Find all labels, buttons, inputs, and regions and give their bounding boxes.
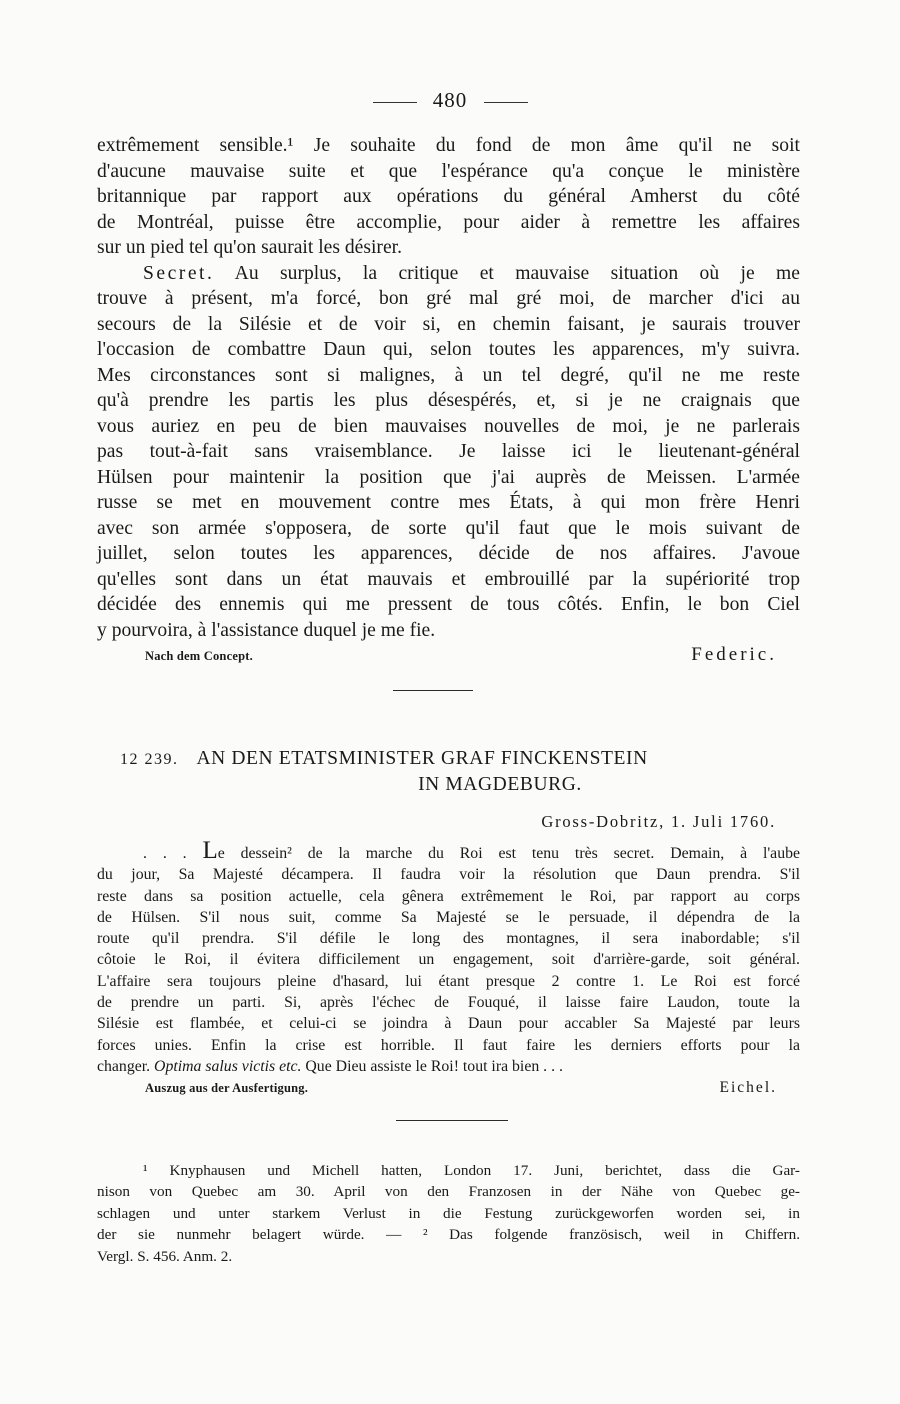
letter-2-closing [145,1077,777,1098]
footnote-line: Vergl. S. 456. Anm. 2. [97,1247,233,1265]
text-line-paragraph-start [97,837,800,864]
header-dash-right [484,102,528,103]
secret-label: Secret. [143,262,215,284]
letter-1-body [97,133,800,643]
text-line: de prendre un parti. Si, après l'échec de Fouqué, il laisse faire Laudon, toute la [97,994,800,1012]
text-fragment: Au surplus, la critique et mauvaise situation où je me [214,262,800,284]
text-line: avec son armée s'opposera, de sorte qu'il faut que le mois suivant de [97,517,800,539]
page-header [0,88,900,113]
text-line: route qu'il prendra. S'il défile le long des montagnes, il sera inabordable; s'il [97,930,800,948]
text-fragment: Que Dieu assiste le Roi! tout ira bien . . . [301,1057,563,1075]
footnote-line: schlagen und unter starkem Verlust in die Festung zurückgeworfen worden sei, in [97,1204,800,1222]
text-line: pas tout-à-fait sans vraisemblance. Je laisse ici le lieutenant-général [97,441,800,462]
text-line: Silésie est flambée, et celui-ci se joindra à Daun pour accabler Sa Majesté par leurs [97,1015,800,1033]
text-fragment: e dessein² de la marche du Roi est tenu très secret. Demain, à l'aube [217,845,800,862]
text-line: décidée des ennemis qui me pressent de tous côtés. Enfin, le bon Ciel [97,594,800,615]
initial-letter: L [202,837,218,864]
ellipsis: . . . [143,845,203,862]
header-dash-left [373,102,417,103]
dateline: Gross-Dobritz, 1. Juli 1760. [541,812,776,831]
letter-1-closing [145,644,777,666]
text-line: d'aucune mauvaise suite et que l'espérance qu'a conçue le ministère [97,160,800,182]
text-line: qu'à prendre les partis les plus désespérés, et, si je ne craignais que [97,390,800,411]
text-line: Hülsen pour maintenir la position que j'ai auprès de Meissen. L'armée [97,466,800,488]
text-line: britannique par rapport aux opérations du général Amherst du côté [97,186,800,207]
text-fragment: changer. [97,1057,155,1075]
text-line: de Hülsen. S'il nous suit, comme Sa Majesté se le persuade, il dépendra de la [97,908,800,926]
section-divider [393,690,473,691]
signature: Federic. [691,644,777,665]
footnote-line: der sie nunmehr belagert würde. — ² Das folgende französisch, weil in Chiffern. [97,1226,800,1244]
text-line: vous auriez en peu de bien mauvaises nouvelles de moi, je ne parlerais [97,415,800,437]
source-note: Auszug aus der Ausfertigung. [145,1081,309,1095]
document-number: 12 239. [120,751,179,768]
text-line: juillet, selon toutes les apparences, décide de nos affaires. J'avoue [97,543,800,564]
signature: Eichel. [719,1079,777,1096]
text-line: y pourvoira, à l'assistance duquel je me fie. [97,619,436,641]
text-line: reste dans sa position actuelle, cela gênera extrêmement le Roi, par rapport au corps [97,887,800,905]
text-line: l'occasion de combattre Daun qui, selon toutes les apparences, m'y suivra. [97,339,800,360]
text-line: côtoie le Roi, il évitera difficilement un engagement, soit d'arrière-garde, soit général. [97,951,800,969]
page-number: 480 [432,88,468,112]
letter-2-body [97,837,800,1077]
text-line: trouve à présent, m'a forcé, bon gré mal gré moi, de marcher d'ici au [97,288,800,309]
source-note: Nach dem Concept. [145,649,253,663]
text-line: sur un pied tel qu'on saurait les désirer. [97,237,402,258]
document-heading [120,746,800,797]
text-line: russe se met en mouvement contre mes États, à qui mon frère Henri [97,492,800,513]
footnote-line: nison von Quebec am 30. April von den Franzosen in der Nähe von Quebec ge- [97,1183,800,1201]
text-line: du jour, Sa Majesté décampera. Il faudra voir la résolution que Daun prendra. S'il [97,866,800,884]
text-line: qu'elles sont dans un état mauvais et embrouillé par la supériorité trop [97,568,800,590]
text-line: L'affaire sera toujours pleine d'hasard, lui étant presque 2 contre 1. Le Roi est forcé [97,972,800,990]
footnote-divider [396,1120,508,1121]
text-line-last [97,1056,800,1077]
text-line: secours de la Silésie et de voir si, en chemin faisant, je saurais trouver [97,313,800,335]
text-line: forces unies. Enfin la crise est horrible. Il faut faire les derniers efforts pour la [97,1036,800,1054]
footnotes [97,1160,800,1267]
text-line-paragraph-start [97,261,800,287]
text-line: Mes circonstances sont si malignes, à un tel degré, qu'il ne me reste [97,364,800,386]
document-title-line-2: IN MAGDEBURG. [418,774,582,795]
text-line: de Montréal, puisse être accomplie, pour aider à remettre les affaires [97,211,800,233]
document-title-line-1: AN DEN ETATSMINISTER GRAF FINCKENSTEIN [196,748,648,769]
footnote-line: ¹ Knyphausen und Michell hatten, London 17. Juni, berichtet, dass die Gar- [143,1162,800,1179]
latin-quote: Optima salus victis etc. [154,1057,302,1075]
text-line: extrêmement sensible.¹ Je souhaite du fond de mon âme qu'il ne soit [97,135,800,156]
